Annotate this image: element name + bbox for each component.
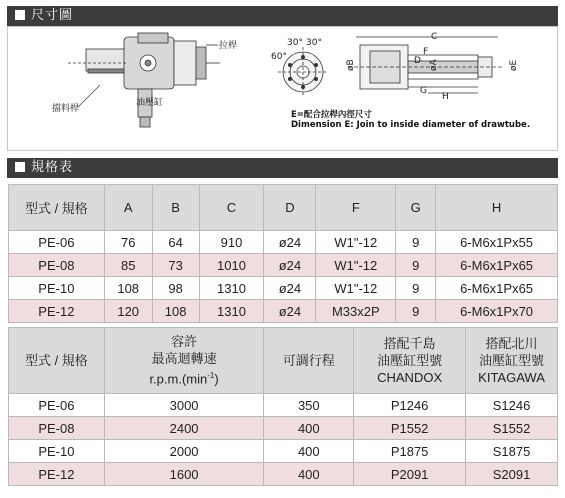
square-bullet-icon xyxy=(15,10,25,20)
dimension-drawing xyxy=(8,27,559,152)
speed-header-line1: 容許 xyxy=(171,334,198,350)
cell-stroke: 350 xyxy=(264,394,354,417)
dim-a-label: øA xyxy=(429,59,439,71)
cell-h: 6-M6x1Px70 xyxy=(436,300,558,323)
table-row xyxy=(9,231,558,254)
cell-max-speed: 2400 xyxy=(104,417,264,440)
square-bullet-icon xyxy=(15,162,25,172)
table-row xyxy=(9,417,558,440)
cell-d: ø24 xyxy=(264,254,316,277)
col-a: A xyxy=(104,185,152,231)
cell-g: 9 xyxy=(396,300,436,323)
cell-f: W1"-12 xyxy=(316,254,396,277)
angle-60-label: 60° xyxy=(271,52,287,62)
cell-model: PE-10 xyxy=(9,440,105,463)
cell-b: 73 xyxy=(152,254,199,277)
cell-a: 108 xyxy=(104,277,152,300)
dim-h-label: H xyxy=(442,92,449,102)
table-row xyxy=(9,463,558,486)
note-en: Dimension E: Join to inside diameter of drawtube. xyxy=(291,120,531,130)
kitagawa-header-line1: 搭配北川 xyxy=(485,336,538,351)
cell-d: ø24 xyxy=(264,277,316,300)
cell-chandox: P2091 xyxy=(354,463,466,486)
col-kitagawa xyxy=(466,328,558,394)
cell-stroke: 400 xyxy=(264,440,354,463)
cell-b: 64 xyxy=(152,231,199,254)
col-model: 型式 / 規格 xyxy=(9,328,105,394)
speed-unit-close: ) xyxy=(214,371,219,387)
hyd-cyl-label: 油壓缸 xyxy=(136,98,164,108)
cell-a: 76 xyxy=(104,231,152,254)
angle-30b-label: 30° xyxy=(306,38,322,48)
table-header-row xyxy=(9,328,558,394)
chandox-header-line3: CHANDOX xyxy=(377,370,443,385)
section-view xyxy=(348,37,503,93)
cell-c: 1010 xyxy=(199,254,264,277)
cell-model: PE-06 xyxy=(9,394,105,417)
kitagawa-header-line2: 油壓缸型號 xyxy=(479,353,545,368)
dim-g-label: G xyxy=(420,86,427,96)
cell-chandox: P1552 xyxy=(354,417,466,440)
cell-h: 6-M6x1Px65 xyxy=(436,254,558,277)
table-row xyxy=(9,300,558,323)
chandox-header-line2: 油壓缸型號 xyxy=(377,353,443,368)
cell-model: PE-12 xyxy=(9,463,105,486)
cell-kitagawa: S1875 xyxy=(466,440,558,463)
col-d: D xyxy=(264,185,316,231)
speed-header-line3 xyxy=(105,367,264,387)
dimension-section-header xyxy=(7,6,558,26)
cell-f: W1"-12 xyxy=(316,231,396,254)
cell-g: 9 xyxy=(396,231,436,254)
cell-kitagawa: S1552 xyxy=(466,417,558,440)
table-row xyxy=(9,394,558,417)
cell-b: 98 xyxy=(152,277,199,300)
cell-h: 6-M6x1Px55 xyxy=(436,231,558,254)
col-h: H xyxy=(436,185,558,231)
cell-g: 9 xyxy=(396,254,436,277)
cell-f: M33x2P xyxy=(316,300,396,323)
cell-model: PE-10 xyxy=(9,277,105,300)
cell-c: 1310 xyxy=(199,300,264,323)
cell-b: 108 xyxy=(152,300,199,323)
col-max-speed xyxy=(104,328,264,394)
cell-model: PE-06 xyxy=(9,231,105,254)
col-chandox xyxy=(354,328,466,394)
cell-kitagawa: S1246 xyxy=(466,394,558,417)
cell-d: ø24 xyxy=(264,231,316,254)
dim-e-label: øE xyxy=(509,59,519,71)
cell-f: W1"-12 xyxy=(316,277,396,300)
chandox-header-line1: 搭配千島 xyxy=(383,336,436,351)
cell-h: 6-M6x1Px65 xyxy=(436,277,558,300)
cell-max-speed: 3000 xyxy=(104,394,264,417)
col-b: B xyxy=(152,185,199,231)
speed-unit-exp: -1 xyxy=(207,371,215,381)
kitagawa-header-line3: KITAGAWA xyxy=(478,370,545,385)
spec-title: 規格表 xyxy=(31,160,74,175)
cell-a: 120 xyxy=(104,300,152,323)
table-header-row xyxy=(9,185,558,231)
table-row xyxy=(9,277,558,300)
table-row xyxy=(9,254,558,277)
cell-g: 9 xyxy=(396,277,436,300)
cell-chandox: P1875 xyxy=(354,440,466,463)
cell-a: 85 xyxy=(104,254,152,277)
angle-30a-label: 30° xyxy=(287,38,303,48)
col-f: F xyxy=(316,185,396,231)
cell-kitagawa: S2091 xyxy=(466,463,558,486)
feed-bar-label: 擋料桿 xyxy=(52,104,80,114)
col-c: C xyxy=(199,185,264,231)
cell-c: 1310 xyxy=(199,277,264,300)
speed-unit: r.p.m.(min xyxy=(149,371,208,387)
cell-max-speed: 1600 xyxy=(104,463,264,486)
cell-model: PE-08 xyxy=(9,254,105,277)
table-row xyxy=(9,440,558,463)
col-model: 型式 / 規格 xyxy=(9,185,105,231)
col-stroke: 可調行程 xyxy=(264,328,354,394)
col-g: G xyxy=(396,185,436,231)
dimension-diagram xyxy=(7,26,558,151)
draw-bar-label: 拉桿 xyxy=(219,41,238,51)
dimension-title: 尺寸圖 xyxy=(31,8,74,23)
dim-d-label: D xyxy=(414,56,421,66)
cell-chandox: P1246 xyxy=(354,394,466,417)
cell-c: 910 xyxy=(199,231,264,254)
cell-model: PE-08 xyxy=(9,417,105,440)
speed-header-line2: 最高迴轉速 xyxy=(151,351,217,367)
note-zh: E=配合拉桿內徑尺寸 xyxy=(291,110,372,120)
dim-b-label: øB xyxy=(346,59,356,71)
performance-spec-table xyxy=(8,327,558,486)
dim-f-label: F xyxy=(423,47,429,57)
cell-d: ø24 xyxy=(264,300,316,323)
dimension-spec-table xyxy=(8,184,558,323)
cell-model: PE-12 xyxy=(9,300,105,323)
spec-section-header xyxy=(7,158,558,178)
dim-c-label: C xyxy=(431,32,438,42)
cell-max-speed: 2000 xyxy=(104,440,264,463)
assembly-drawing xyxy=(68,33,220,127)
cell-stroke: 400 xyxy=(264,417,354,440)
cell-stroke: 400 xyxy=(264,463,354,486)
